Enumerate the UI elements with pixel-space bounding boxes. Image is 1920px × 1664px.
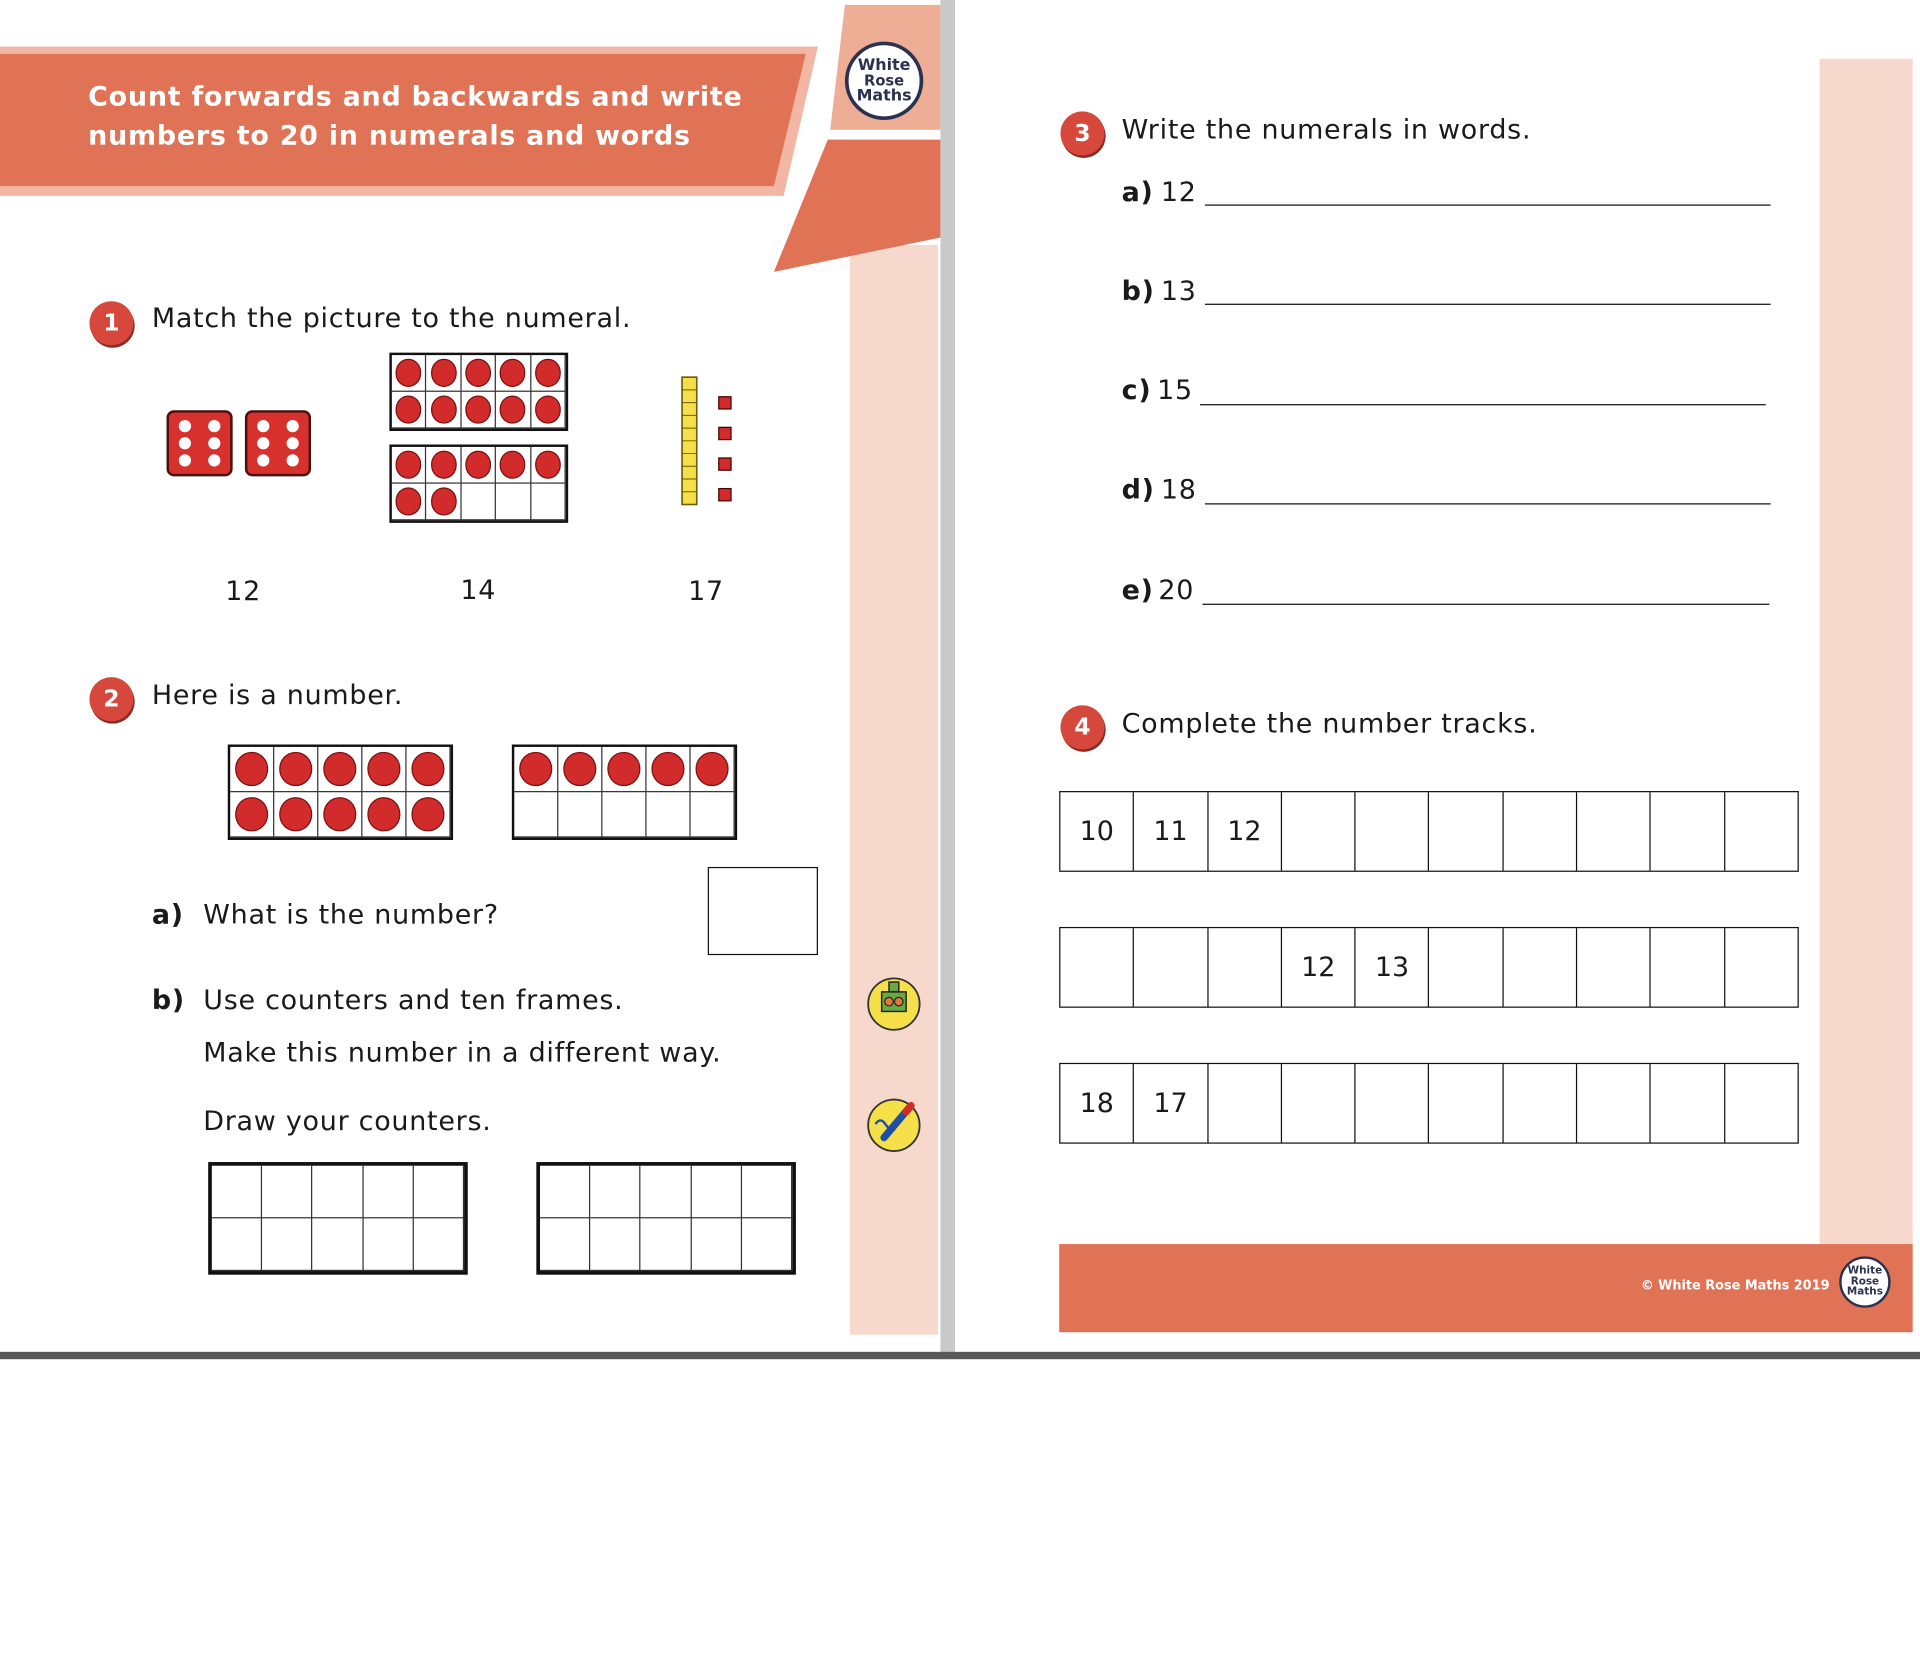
dice-six — [167, 410, 233, 476]
title-line-2: numbers to 20 in numerals and words — [88, 121, 691, 152]
copyright-text: © White Rose Maths 2019 — [1640, 1278, 1830, 1294]
viewer-bottom-bar — [0, 1352, 1920, 1359]
track-cell[interactable] — [1134, 928, 1208, 1006]
question-1-prompt: Match the picture to the numeral. — [151, 303, 632, 335]
page-divider — [940, 0, 955, 1359]
track-cell[interactable] — [1356, 1064, 1430, 1142]
answer-box[interactable] — [708, 867, 818, 955]
part-b-text-1: Use counters and ten frames. — [203, 985, 624, 1017]
track-cell[interactable]: 10 — [1060, 792, 1134, 870]
numeral-option-1[interactable]: 12 — [225, 576, 262, 608]
number-track-2 — [1059, 927, 1799, 1008]
question-3-prompt: Write the numerals in words. — [1121, 115, 1532, 146]
numeral-option-2[interactable]: 14 — [460, 575, 497, 607]
write-line[interactable] — [1202, 604, 1769, 605]
part-a-text: What is the number? — [203, 900, 499, 931]
track-cell[interactable] — [1208, 928, 1282, 1006]
ten-frame-full — [228, 744, 453, 840]
item-c-label: c) — [1121, 375, 1152, 407]
track-cell[interactable] — [1430, 928, 1504, 1006]
base-ten-blocks — [678, 375, 739, 507]
right-page — [955, 0, 1920, 1352]
ten-frame-full — [389, 353, 568, 431]
question-4-prompt: Complete the number tracks. — [1121, 708, 1538, 740]
track-cell[interactable] — [1430, 792, 1504, 870]
track-cell[interactable] — [1430, 1064, 1504, 1142]
write-line[interactable] — [1205, 304, 1771, 305]
track-cell[interactable] — [1577, 1064, 1651, 1142]
pencil-icon — [866, 1095, 925, 1154]
track-cell[interactable] — [1503, 928, 1577, 1006]
track-cell[interactable]: 17 — [1134, 1064, 1208, 1142]
track-cell[interactable] — [1503, 1064, 1577, 1142]
write-line[interactable] — [1205, 503, 1771, 504]
title-line-1: Count forwards and backwards and write — [88, 82, 743, 113]
item-d-value: 18 — [1160, 475, 1197, 506]
white-rose-maths-logo-small — [1839, 1256, 1890, 1307]
part-b-label: b) — [151, 985, 185, 1017]
item-a-label: a) — [1121, 177, 1154, 209]
track-cell[interactable] — [1356, 792, 1430, 870]
track-cell[interactable] — [1725, 792, 1798, 870]
item-b-value: 13 — [1160, 276, 1197, 308]
question-1-badge: 1 — [89, 301, 133, 345]
track-cell[interactable]: 11 — [1134, 792, 1208, 870]
track-cell[interactable] — [1282, 1064, 1356, 1142]
logo-line-2: Rose — [1850, 1275, 1880, 1288]
ten-frame-five — [512, 744, 737, 840]
page-title — [88, 78, 742, 156]
ten-frame-seven — [389, 444, 568, 522]
logo-line-1: White — [857, 56, 911, 75]
track-cell[interactable] — [1651, 928, 1725, 1006]
track-cell[interactable] — [1503, 792, 1577, 870]
track-cell[interactable]: 18 — [1060, 1064, 1134, 1142]
item-d-label: d) — [1121, 475, 1155, 506]
item-c-value: 15 — [1157, 375, 1193, 407]
track-cell[interactable] — [1651, 792, 1725, 870]
track-cell[interactable] — [1725, 1064, 1798, 1142]
item-e-value: 20 — [1158, 575, 1195, 607]
track-cell[interactable]: 12 — [1208, 792, 1282, 870]
empty-ten-frame[interactable] — [208, 1162, 468, 1275]
logo-line-1: White — [1847, 1265, 1883, 1278]
question-2-prompt: Here is a number. — [151, 680, 404, 712]
cube-icon — [866, 972, 922, 1031]
numeral-option-3[interactable]: 17 — [688, 576, 724, 608]
part-b-text-2: Make this number in a different way. — [203, 1038, 722, 1069]
question-2-badge: 2 — [89, 677, 133, 721]
track-cell[interactable]: 12 — [1282, 928, 1356, 1006]
write-line[interactable] — [1205, 204, 1771, 205]
number-track-1 — [1059, 791, 1799, 872]
track-cell[interactable] — [1577, 928, 1651, 1006]
write-line[interactable] — [1200, 404, 1766, 405]
track-cell[interactable]: 13 — [1356, 928, 1430, 1006]
side-strip — [850, 245, 938, 1335]
dice-six — [245, 410, 311, 476]
logo-line-3: Maths — [856, 86, 912, 106]
track-cell[interactable] — [1060, 928, 1134, 1006]
track-cell[interactable] — [1725, 928, 1798, 1006]
part-b-text-3: Draw your counters. — [203, 1106, 492, 1138]
side-strip — [1820, 59, 1913, 1247]
logo-line-2: Rose — [864, 72, 905, 90]
item-b-label: b) — [1121, 276, 1155, 308]
number-track-3 — [1059, 1063, 1799, 1144]
question-4-badge: 4 — [1060, 705, 1104, 749]
item-a-value: 12 — [1160, 177, 1197, 209]
left-page — [0, 0, 940, 1352]
track-cell[interactable] — [1282, 792, 1356, 870]
part-a-label: a) — [151, 900, 184, 931]
item-e-label: e) — [1121, 575, 1154, 607]
track-cell[interactable] — [1208, 1064, 1282, 1142]
empty-ten-frame[interactable] — [536, 1162, 796, 1275]
track-cell[interactable] — [1577, 792, 1651, 870]
white-rose-maths-logo — [845, 42, 923, 120]
question-3-badge: 3 — [1060, 111, 1104, 155]
logo-line-3: Maths — [1846, 1286, 1883, 1299]
track-cell[interactable] — [1651, 1064, 1725, 1142]
